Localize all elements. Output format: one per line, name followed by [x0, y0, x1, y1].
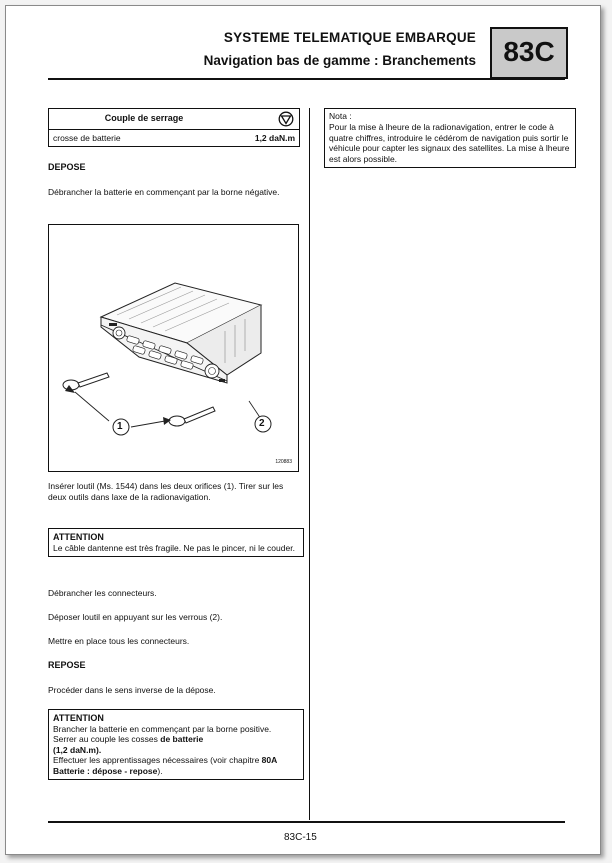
torque-item-value: 1,2 daN.m [254, 133, 295, 143]
attention-chapter-ref: 80A Batterie : dépose - repose [53, 755, 277, 776]
attention-line-2-bold: de batterie [160, 734, 204, 744]
torque-table-header [49, 109, 299, 130]
page-number: 83C-15 [284, 832, 317, 843]
depose-heading: DEPOSE [48, 162, 86, 172]
radio-removal-figure [48, 224, 299, 472]
attention-line-3-end: ). [157, 765, 163, 776]
torque-wrench-icon [277, 111, 295, 127]
callout-2-label: 2 [259, 418, 265, 429]
header-subtitle: Navigation bas de gamme : Branchements [203, 53, 476, 68]
depose-step-1: Débrancher la batterie en commençant par la borne négative. [48, 187, 280, 197]
column-separator [309, 108, 310, 820]
torque-table-title: Couple de serrage [104, 113, 184, 123]
depose-step-4: Déposer loutil en appuyant sur les verrous (2). [48, 612, 223, 622]
depose-step-2: Insérer loutil (Ms. 1544) dans les deux orifices (1). Tirer sur les deux outils dans laxe de la radionavigation. [48, 481, 284, 502]
figure-reference: 120883 [275, 459, 292, 465]
attention-box-2 [48, 709, 304, 780]
depose-step-3: Débrancher les connecteurs. [48, 588, 157, 598]
attention-line-2-text: Serrer au couple les cosses [53, 734, 161, 744]
header-system-title: SYSTEME TELEMATIQUE EMBARQUE [223, 30, 476, 45]
repose-step-1: Procéder dans le sens inverse de la dépose. [48, 685, 216, 695]
attention-line-1: Brancher la batterie en commençant par la borne positive. [53, 723, 272, 734]
torque-item-label: crosse de batterie [53, 133, 121, 143]
manual-page [5, 5, 601, 855]
torque-table [48, 108, 300, 147]
radio-unit-illustration [49, 225, 298, 471]
nota-box [324, 108, 576, 168]
attention-torque-value: (1,2 daN.m). [53, 744, 102, 755]
header-rule [48, 78, 565, 80]
attention-box-1 [48, 528, 304, 557]
attention-text: Le câble dantenne est très fragile. Ne pas le pincer, ni le couder. [53, 542, 295, 553]
attention-line-2-value [53, 745, 299, 756]
depose-step-5: Mettre en place tous les connecteurs. [48, 636, 190, 646]
nota-text: Pour la mise à lheure de la radionavigation, entrer le code à quatre chiffres, introduire le cédérom de navigation puis sortir le véhicule pour capter les signaux des satellites. La mise à lheure est alors possible. [329, 121, 570, 165]
attention-label: ATTENTION [53, 713, 104, 723]
attention-line-3 [53, 755, 299, 776]
repose-heading: REPOSE [48, 660, 86, 670]
section-code-badge: 83C [490, 27, 568, 79]
nota-label: Nota : [329, 111, 352, 121]
attention-line-3-text: Effectuer les apprentissages nécessaires (voir chapitre [53, 755, 262, 765]
footer-rule [48, 821, 565, 823]
attention-label: ATTENTION [53, 532, 104, 542]
attention-line-2 [53, 734, 299, 745]
callout-1-label: 1 [117, 421, 123, 432]
